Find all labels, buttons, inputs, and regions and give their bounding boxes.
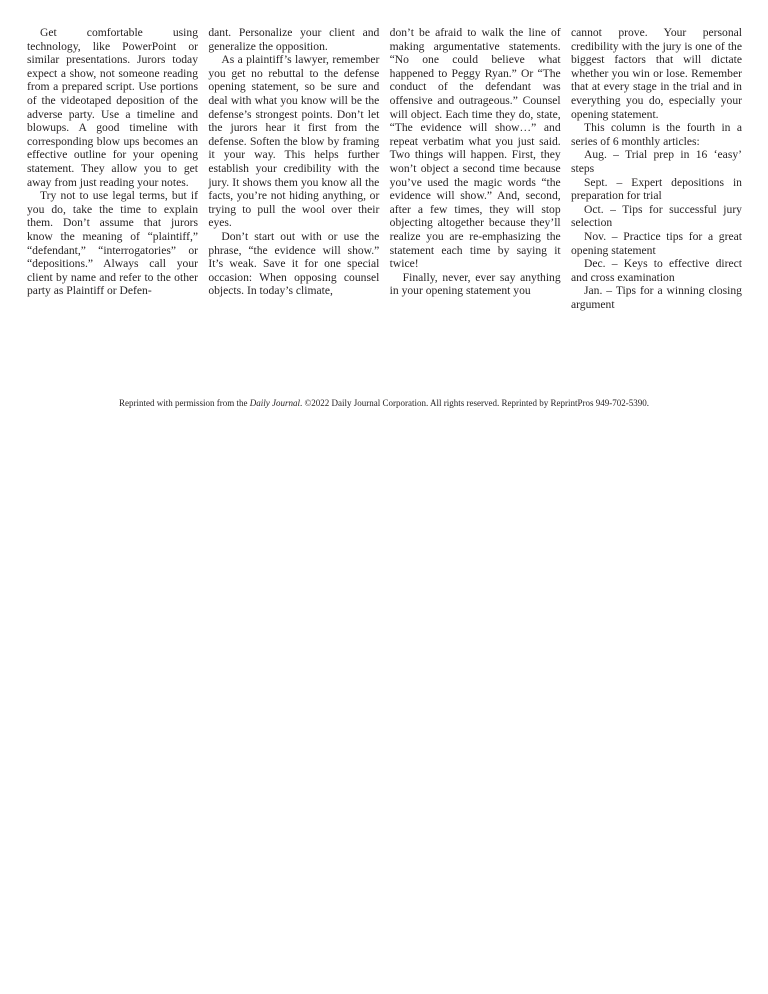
paragraph: Don’t start out with or use the phrase, “the evidence will show.” It’s weak. Save it for one special occasion: When opposing counsel objects. In today’s climate,	[208, 229, 380, 298]
publication-name: Daily Journal	[249, 398, 300, 408]
reprint-notice-rest: . ©2022 Daily Journal Corporation. All rights reserved. Reprinted by ReprintPros 949-702-5390.	[299, 398, 650, 408]
article-column-2	[208, 26, 379, 311]
series-list-item: Aug. – Trial prep in 16 ‘easy’ steps	[570, 148, 742, 175]
series-list-item: Nov. – Practice tips for a great opening statement	[570, 229, 742, 257]
paragraph: dant. Personalize your client and generalize the opposition.	[208, 26, 380, 53]
paragraph: don’t be afraid to walk the line of making argumentative statements. “No one could believe what happened to Peggy Ryan.” Or “The conduct of the defendant was offensive and outrageous.” Counsel will object. Each time they do, state, “The evidence will show…” and repeat verbatim what you just said. Two things will happen. First, they won’t object a second time because you’ve used the magic words “the evidence will show.” And, second, after a few times, they will stop objecting altogether because they’ll realize you are re-emphasizing the statement each time by saying it twice!	[389, 26, 561, 271]
reprint-notice-lead: Reprinted with permission from the	[118, 398, 250, 408]
article-columns	[27, 26, 742, 311]
paragraph: cannot prove. Your personal credibility with the jury is one of the biggest factors that will dictate whether you win or lose. Remember that at every stage in the trial and in everything you do, especially your opening statement.	[570, 26, 742, 121]
paragraph: This column is the fourth in a series of 6 monthly articles:	[570, 121, 742, 148]
paragraph: As a plaintiff’s lawyer, remember you get no rebuttal to the defense opening statement, so be sure and deal with what you know will be the defense’s strongest points. Don’t let the jurors hear it first from the defense. Soften the blow by framing it your way. This helps further establish your credibility with the jury. It shows them you know all the facts, you’re not hiding anything, or trying to pull the wool over their eyes.	[208, 53, 380, 230]
reprint-notice	[0, 398, 768, 409]
paragraph: Try not to use legal terms, but if you do, take the time to explain them. Don’t assume that jurors know the meaning of “plaintiff,” “defendant,” “interrogatories” or “depositions.” Always call your client by name and refer to the other party as Plaintiff or Defen-	[27, 189, 198, 298]
series-list-item: Sept. – Expert depositions in preparation for trial	[570, 175, 742, 203]
series-list-item: Oct. – Tips for successful jury selection	[570, 202, 742, 230]
article-column-4	[571, 26, 742, 311]
series-list-item: Jan. – Tips for a winning closing argument	[570, 284, 742, 311]
paragraph: Get comfortable using technology, like PowerPoint or similar presentations. Jurors today expect a show, not someone reading from a prepared script. Use portions of the videotaped deposition of the adverse party. Use a timeline and blowups. A good timeline with corresponding blow ups becomes an effective outline for your opening statement. They allow you to get away from just reading your notes.	[27, 26, 198, 189]
series-list-item: Dec. – Keys to effective direct and cross examination	[570, 257, 742, 284]
article-column-1	[27, 26, 198, 311]
paragraph: Finally, never, ever say anything in your opening statement you	[389, 270, 561, 298]
article-column-3	[390, 26, 561, 311]
